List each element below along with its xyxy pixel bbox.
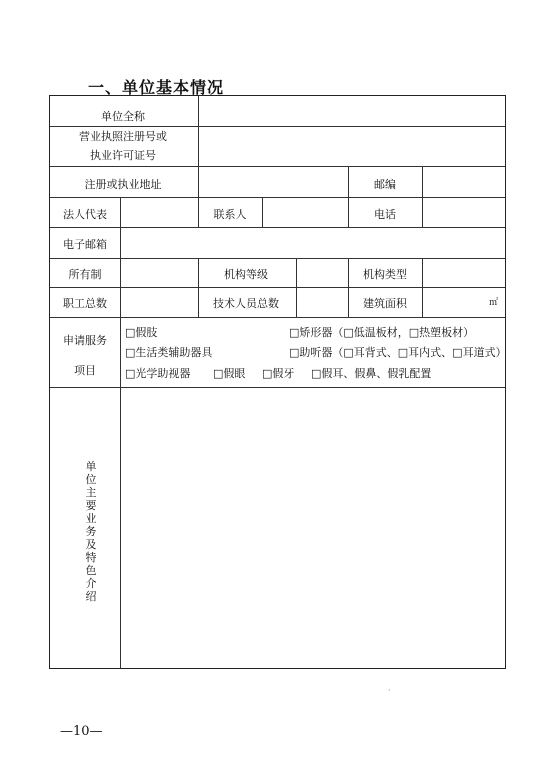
unit-name-label: 单位全称 [101, 110, 145, 123]
contact-label: 联系人 [213, 208, 247, 221]
postcode-label: 邮编 [374, 178, 396, 191]
legal-rep-label: 法人代表 [63, 208, 107, 221]
row-divider [50, 126, 505, 127]
business-intro-label: 单位主要业务及特色介绍 [85, 460, 97, 603]
license-label-line2: 执业许可证号 [90, 149, 156, 162]
row-divider [50, 387, 505, 388]
option-dentures[interactable]: □假牙 [262, 367, 295, 380]
floor-area-label: 建筑面积 [363, 297, 407, 310]
column-divider [422, 258, 423, 317]
column-divider [120, 317, 121, 668]
row-divider [50, 227, 505, 228]
row-divider [50, 166, 505, 167]
row-divider [50, 258, 505, 259]
column-divider [422, 166, 423, 197]
reg-address-label: 注册或执业地址 [84, 178, 162, 191]
area-unit: ㎡ [489, 298, 499, 308]
option-daily-aids[interactable]: □生活类辅助器具 [125, 346, 213, 359]
tech-staff-label: 技术人员总数 [213, 297, 279, 310]
row-divider [50, 197, 505, 198]
option-orthosis[interactable]: □矫形器（□低温板材，□热塑板材） [289, 326, 475, 339]
option-optical-aid[interactable]: □光学助视器 [125, 367, 191, 380]
service-label-line1: 申请服务 [63, 334, 107, 347]
ownership-label: 所有制 [68, 268, 102, 281]
option-hearing-aid[interactable]: □助听器（□耳背式、□耳内式、□耳道式） [289, 346, 507, 359]
service-label-line2: 项目 [74, 364, 96, 377]
column-divider [198, 258, 199, 317]
option-ear-nose-breast[interactable]: □假耳、假鼻、假乳配置 [311, 367, 432, 380]
option-prosthesis[interactable]: □假肢 [125, 326, 158, 339]
row-divider [50, 287, 505, 288]
column-divider [198, 197, 199, 227]
staff-total-label: 职工总数 [63, 297, 107, 310]
column-divider [348, 166, 349, 197]
scan-speck: · [388, 686, 391, 695]
column-divider [198, 96, 199, 197]
page-number: —10— [60, 724, 103, 739]
column-divider [348, 197, 349, 227]
section-title: 一、单位基本情况 [88, 78, 225, 97]
org-level-label: 机构等级 [224, 268, 268, 281]
option-artificial-eye[interactable]: □假眼 [213, 367, 246, 380]
email-label: 电子邮箱 [63, 238, 107, 251]
column-divider [422, 197, 423, 227]
column-divider [120, 227, 121, 258]
column-divider [348, 258, 349, 317]
row-divider [50, 317, 505, 318]
org-type-label: 机构类型 [363, 268, 407, 281]
column-divider [262, 197, 263, 227]
column-divider [296, 258, 297, 317]
column-divider [120, 258, 121, 317]
license-label-line1: 营业执照注册号或 [79, 130, 167, 143]
phone-label: 电话 [374, 208, 396, 221]
column-divider [120, 197, 121, 227]
